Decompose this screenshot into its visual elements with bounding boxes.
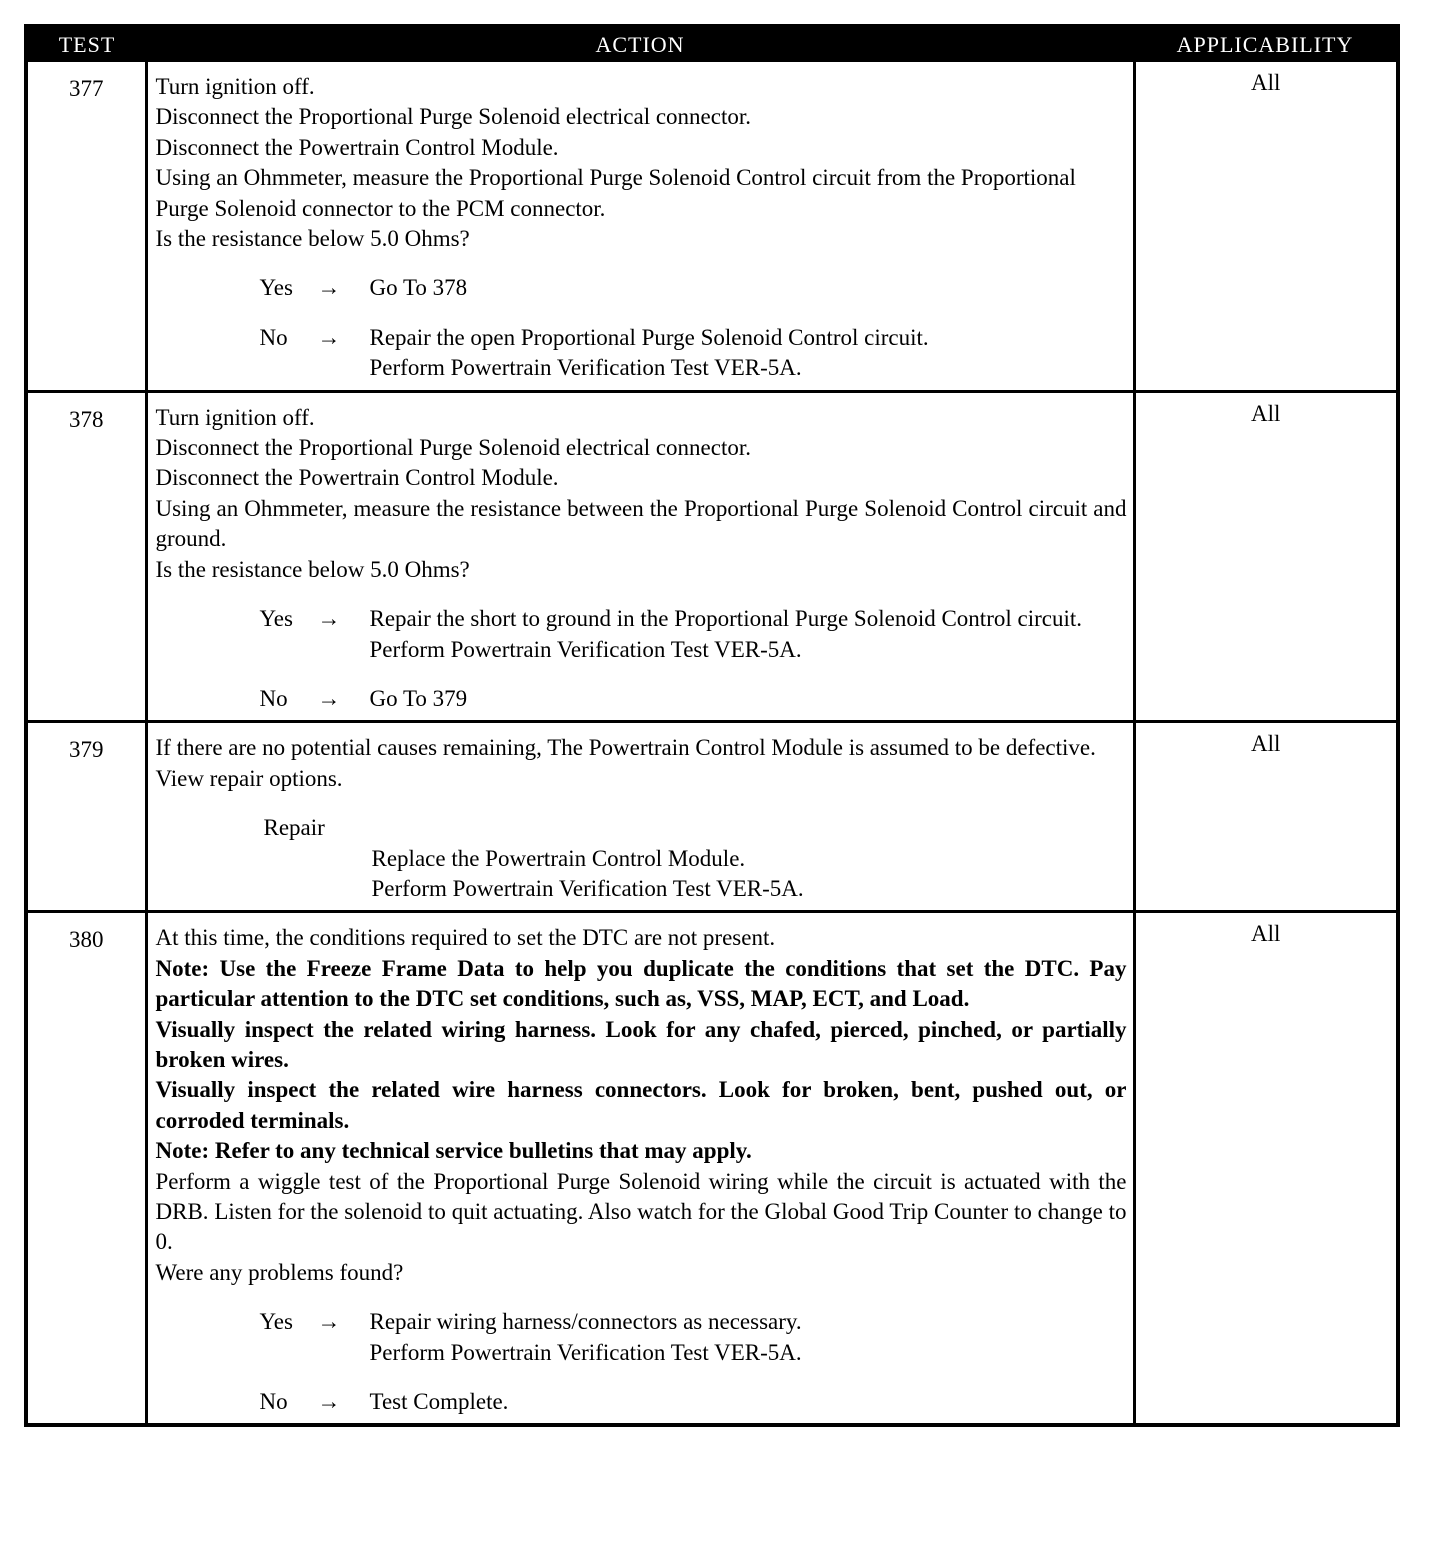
step: Perform a wiggle test of the Proportional Purge Solenoid wiring while the circuit is actuated with the DRB. Listen for the solenoid to quit actuating. Also watch for the Global Good Trip Counter to change to 0. <box>155 1168 1127 1255</box>
step: Disconnect the Proportional Purge Solenoid electrical connector. <box>155 435 751 461</box>
arrow-icon: → <box>317 1389 341 1415</box>
yes-branch <box>260 273 1127 303</box>
step: Disconnect the Proportional Purge Solenoid electrical connector. <box>155 104 751 130</box>
test-number: 378 <box>28 391 146 722</box>
step: Turn ignition off. <box>155 74 315 99</box>
test-number: 380 <box>28 912 146 1424</box>
arrow-icon: → <box>317 1309 341 1335</box>
arrow-icon: → <box>317 275 341 301</box>
step: Using an Ohmmeter, measure the Proportional Purge Solenoid Control circuit from the Proportional Purge Solenoid connector to the PCM connector. <box>155 165 1076 221</box>
test-row-379 <box>28 722 1396 912</box>
table-header-row <box>28 28 1396 62</box>
yes-result: Repair the short to ground in the Proportional Purge Solenoid Control circuit. <box>369 606 1082 632</box>
procedure-table <box>28 28 1396 1423</box>
yes-branch <box>260 1307 1127 1368</box>
no-result: Perform Powertrain Verification Test VER-5A. <box>369 355 802 381</box>
no-result: Go To 379 <box>369 685 468 711</box>
applicability: All <box>1134 912 1396 1424</box>
test-row-378 <box>28 391 1396 722</box>
test-number: 379 <box>28 722 146 912</box>
test-action <box>146 391 1134 722</box>
header-action: ACTION <box>146 28 1134 62</box>
header-test: TEST <box>28 28 146 62</box>
no-branch <box>260 684 1127 714</box>
step: Disconnect the Powertrain Control Module. <box>155 465 559 491</box>
yes-label: Yes <box>259 275 293 301</box>
step: Turn ignition off. <box>155 404 315 430</box>
no-branch <box>260 1387 1127 1417</box>
step: Using an Ohmmeter, measure the resistance between the Proportional Purge Solenoid Control circuit and ground. <box>155 495 1127 552</box>
note-step: Visually inspect the related wire harness connectors. Look for broken, bent, pushed out, or corroded terminals. <box>155 1077 1127 1133</box>
step: Is the resistance below 5.0 Ohms? <box>155 556 470 582</box>
repair-label: Repair <box>263 815 325 841</box>
no-label: No <box>259 685 288 711</box>
no-result: Repair the open Proportional Purge Solenoid Control circuit. <box>369 324 929 350</box>
step: Disconnect the Powertrain Control Module. <box>155 134 559 160</box>
repair-steps <box>372 844 1127 905</box>
no-branch <box>260 323 1127 384</box>
test-action <box>146 722 1134 912</box>
step: If there are no potential causes remaining, The Powertrain Control Module is assumed to be defective. <box>155 735 1096 761</box>
yes-result: Go To 378 <box>369 275 468 301</box>
test-action <box>146 62 1134 391</box>
arrow-icon: → <box>317 685 341 711</box>
yes-label: Yes <box>259 606 293 632</box>
yes-result: Repair wiring harness/connectors as necessary. <box>369 1309 802 1335</box>
test-action <box>146 912 1134 1424</box>
step: Were any problems found? <box>155 1259 404 1285</box>
arrow-icon: → <box>317 606 341 632</box>
note-step: Note: Refer to any technical service bulletins that may apply. <box>155 1138 752 1164</box>
test-row-380 <box>28 912 1396 1424</box>
applicability: All <box>1134 62 1396 391</box>
test-number: 377 <box>28 62 146 391</box>
yes-label: Yes <box>259 1309 293 1335</box>
repair-step: Perform Powertrain Verification Test VER-5A. <box>371 875 804 901</box>
no-label: No <box>259 324 288 350</box>
step: View repair options. <box>155 765 343 791</box>
arrow-icon: → <box>317 324 341 350</box>
no-result: Test Complete. <box>369 1389 509 1415</box>
step: Is the resistance below 5.0 Ohms? <box>155 226 470 252</box>
note-step: Visually inspect the related wiring harness. Look for any chafed, pierced, pinched, or partially broken wires. <box>155 1016 1127 1072</box>
no-label: No <box>259 1389 288 1415</box>
repair-step: Replace the Powertrain Control Module. <box>371 845 746 871</box>
yes-branch <box>260 604 1127 665</box>
applicability: All <box>1134 722 1396 912</box>
diagnostic-procedure-table <box>24 24 1400 1427</box>
step: At this time, the conditions required to set the DTC are not present. <box>155 925 776 951</box>
yes-result: Perform Powertrain Verification Test VER-5A. <box>369 636 802 662</box>
applicability: All <box>1134 391 1396 722</box>
test-row-377 <box>28 62 1396 391</box>
yes-result: Perform Powertrain Verification Test VER-5A. <box>369 1339 802 1365</box>
note-step: Note: Use the Freeze Frame Data to help you duplicate the conditions that set the DTC. Pay particular attention to the DTC set conditions, such as, VSS, MAP, ECT, and Load. <box>155 955 1127 1012</box>
header-applicability: APPLICABILITY <box>1134 28 1396 62</box>
